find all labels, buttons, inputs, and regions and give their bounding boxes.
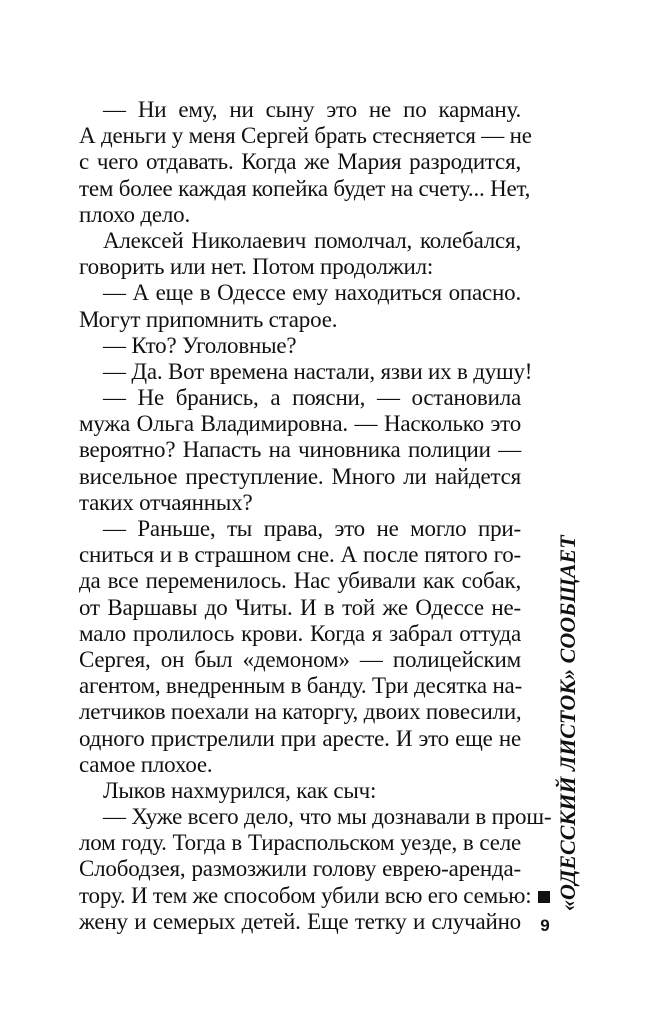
text-line: сниться и в страшном сне. А после пятого го- xyxy=(79,542,521,568)
text-line: — А еще в Одессе ему находиться опасно. xyxy=(103,280,521,306)
text-line: от Варшавы до Читы. И в той же Одессе не- xyxy=(79,594,521,620)
text-line: — Да. Вот времена настали, язви их в душу! xyxy=(103,358,533,384)
text-line: висельное преступление. Много ли найдется xyxy=(79,463,521,489)
running-title: «ОДЕССКИЙ ЛИСТОК» СООБЩАЕТ xyxy=(555,535,580,911)
text-line: — Кто? Уголовные? xyxy=(103,332,297,358)
text-line: А деньги у меня Сергей брать стесняется — не xyxy=(79,123,532,149)
text-line: летчиков поехали на каторгу, двоих повесили, xyxy=(79,699,522,725)
text-line: — Ни ему, ни сыну это не по карману. xyxy=(103,97,521,122)
text-line: вероятно? Напасть на чиновника полиции — xyxy=(79,437,521,463)
text-line: Сергея, он был «демоном» — полицейским xyxy=(79,646,521,672)
text-line: мало пролилось крови. Когда я забрал оттуда xyxy=(79,620,521,646)
text-line: агентом, внедренным в банду. Три десятка на- xyxy=(79,673,523,699)
text-line: Могут припомнить старое. xyxy=(79,306,338,332)
text-line: одного пристрелили при аресте. И это еще не xyxy=(79,725,521,751)
bullet-square-marker xyxy=(538,891,550,903)
text-line: — Хуже всего дело, что мы дознавали в прош- xyxy=(103,804,552,830)
text-line: лом году. Тогда в Тираспольском уезде, в селе xyxy=(79,830,521,856)
text-line: тем более каждая копейка будет на счету... Нет, xyxy=(79,175,531,201)
page-number: 9 xyxy=(540,916,550,935)
text-line: Лыков нахмурился, как сыч: xyxy=(103,777,377,803)
text-line: самое плохое. xyxy=(79,751,213,777)
text-line: жену и семерых детей. Еще тетку и случайно xyxy=(79,908,521,934)
body-text xyxy=(79,97,552,935)
text-line: тору. И тем же способом убили всю его семью: xyxy=(79,882,532,908)
text-line: Алексей Николаевич помолчал, колебался, xyxy=(103,227,521,253)
text-line: да все переменилось. Нас убивали как собак, xyxy=(79,568,521,594)
text-line: говорить или нет. Потом продолжил: xyxy=(79,254,434,280)
text-line: таких отчаянных? xyxy=(79,489,253,515)
text-line: с чего отдавать. Когда же Мария разродится, xyxy=(79,149,521,175)
text-line: плохо дело. xyxy=(79,201,191,227)
text-line: мужа Ольга Владимировна. — Насколько это xyxy=(79,411,521,437)
text-line: Слободзея, размозжили голову еврею-аренда- xyxy=(79,856,521,882)
text-line: — Раньше, ты права, это не могло при- xyxy=(103,516,521,541)
text-line: — Не бранись, а поясни, — остановила xyxy=(103,385,521,411)
